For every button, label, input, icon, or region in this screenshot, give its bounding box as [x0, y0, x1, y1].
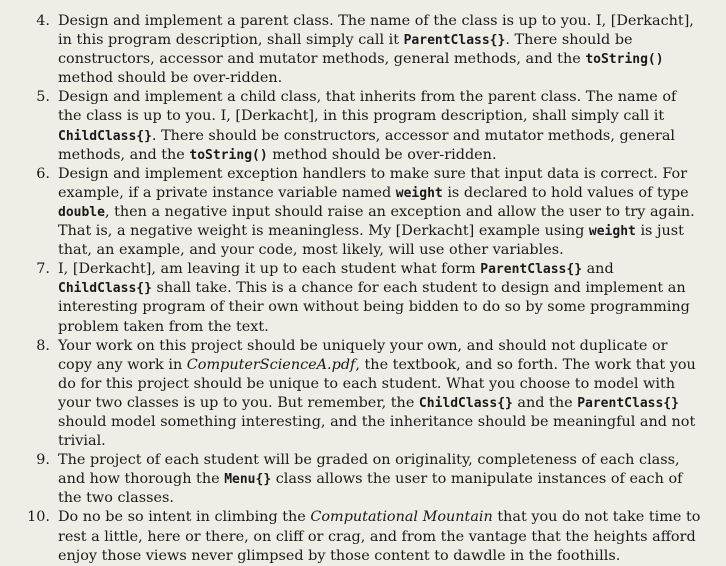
item-number: 10. — [27, 509, 50, 526]
item-text: Your work on this project should be uniquely your own, and should not duplicate or copy any work in ComputerScienceA.pdf, the textbook, and so forth. The work that you do for this project should be unique to each student. What you choose to model with your two classes is up to you. But remember, the ChildClass{} and the ParentClass{} should model something interesting, and the inheritance should be meaningful and not trivial. — [58, 337, 696, 450]
code-term: ParentClass{} — [480, 262, 583, 278]
code-term: toString() — [189, 147, 268, 163]
item-text: I, [Derkacht], am leaving it up to each student what form ParentClass{} and ChildClass{} shall take. This is a chance for each student to design and implement an interesting program of their own without being bidden to do so by some programming problem taken from the text. — [58, 261, 690, 335]
list-item — [0, 260, 702, 336]
list-item — [0, 165, 702, 260]
list-item — [0, 451, 702, 508]
code-term: Menu{} — [224, 472, 272, 488]
item-number: 9. — [36, 452, 50, 469]
list-item — [0, 508, 702, 565]
code-term: weight — [395, 185, 443, 201]
code-term: ChildClass{} — [58, 128, 152, 144]
item-number: 7. — [36, 261, 50, 278]
item-text: The project of each student will be graded on originality, completeness of each class, and how thorough the Menu{} class allows the user to manipulate instances of each of the two classes. — [58, 452, 683, 507]
list-item — [0, 337, 702, 452]
item-number: 6. — [36, 165, 50, 182]
item-text: Design and implement exception handlers to make sure that input data is correct. For example, if a private instance variable named weight is declared to hold values of type double, then a negative input should raise an exception and allow the user to try again. That is, a negative weight is meaningless. My [Derkacht] example using weight is just that, an example, and your code, most likely, will use other variables. — [58, 165, 695, 259]
list-item — [0, 88, 702, 164]
item-text: Design and implement a child class, that inherits from the parent class. The name of the class is up to you. I, [Derkacht], in this program description, shall simply call it ChildClass{}. There should be constructors, accessor and mutator methods, general methods, and the toString() method should be over-ridden. — [58, 89, 677, 163]
item-number: 5. — [36, 89, 50, 106]
code-term: ChildClass{} — [418, 395, 513, 411]
item-text: Design and implement a parent class. The name of the class is up to you. I, [Derkacht], in this program description, shall simply call it ParentClass{}. There should be constructors, accessor and mutator methods, general methods, and the toString() method should be over-ridden. — [58, 13, 694, 87]
code-term: double — [58, 204, 105, 220]
list-item — [0, 12, 702, 88]
italic-term: Computational Mountain — [310, 509, 493, 526]
item-text: Do no be so intent in climbing the Computational Mountain that you do not take time to rest a little, here or there, on cliff or crag, and from the vantage that the heights afford enjoy those views never glimpsed by those content to dawdle in the foothills. — [58, 509, 701, 564]
italic-term: ComputerScienceA.pdf — [186, 356, 356, 373]
item-number: 4. — [36, 13, 50, 29]
code-term: ParentClass{} — [577, 395, 679, 411]
code-term: weight — [588, 224, 636, 240]
code-term: toString() — [585, 52, 664, 68]
item-number: 8. — [36, 337, 50, 354]
code-term: ChildClass{} — [58, 281, 152, 297]
code-term: ParentClass{} — [403, 33, 506, 49]
